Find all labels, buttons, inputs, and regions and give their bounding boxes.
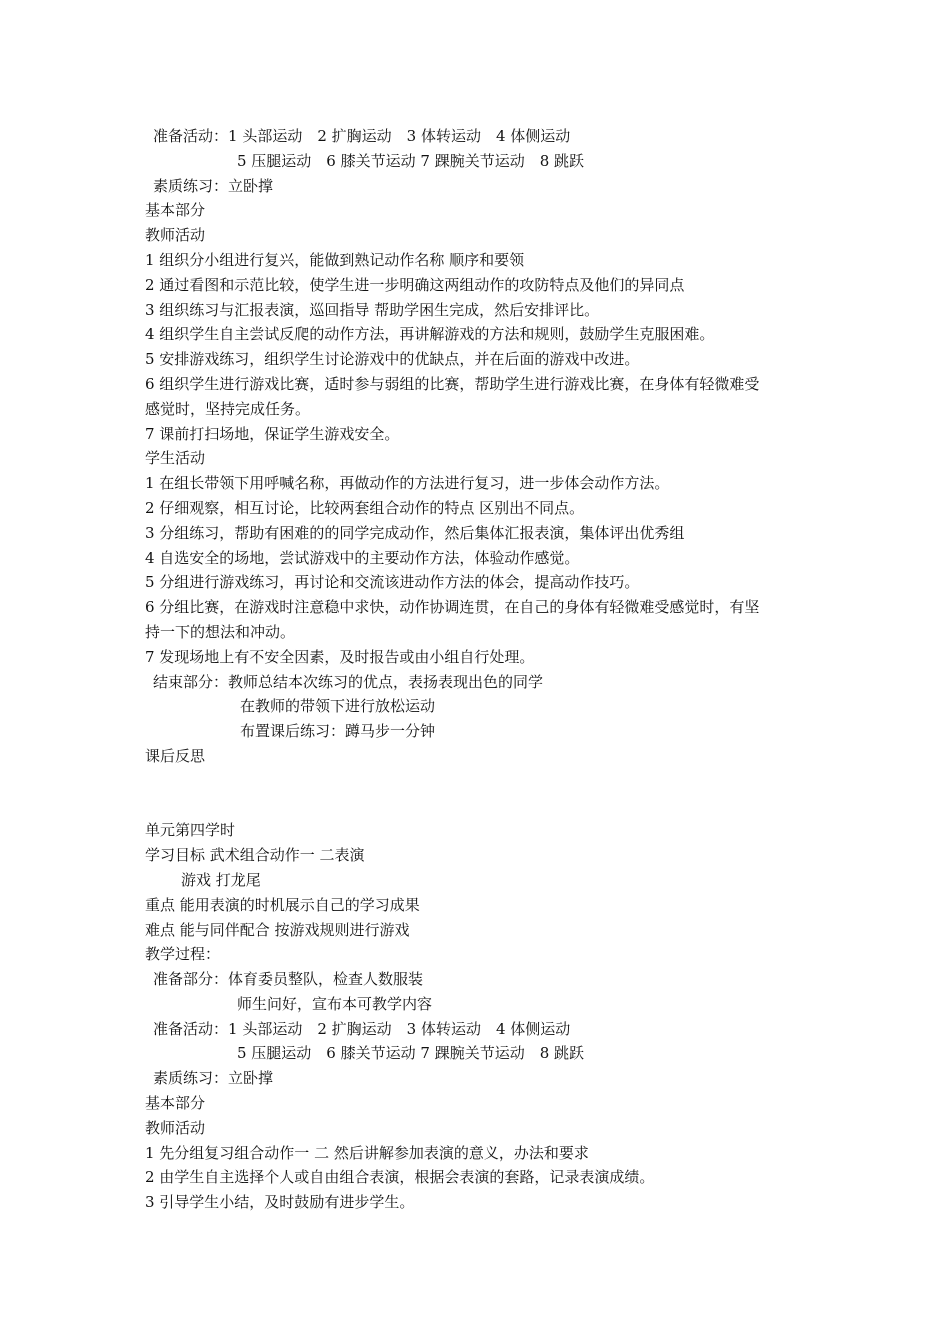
prep-activity-line-2: 5 压腿运动 6 膝关节运动 7 踝腕关节运动 8 跳跃 bbox=[237, 151, 585, 170]
prep-activity-line-1 bbox=[145, 124, 825, 149]
teacher-item-3: 3 组织练习与汇报表演，巡回指导 帮助学困生完成，然后安排评比。 bbox=[145, 300, 600, 319]
teacher-item-1: 1 先分组复习组合动作一 二 然后讲解参加表演的意义，办法和要求 bbox=[145, 1143, 589, 1162]
teacher-item-6: 6 组织学生进行游戏比赛，适时参与弱组的比赛，帮助学生进行游戏比赛，在身体有轻微难受 bbox=[145, 374, 760, 393]
student-item-3: 3 分组练习，帮助有困难的的同学完成动作，然后集体汇报表演，集体评出优秀组 bbox=[145, 523, 685, 542]
learning-goal-line-2: 游戏 打龙尾 bbox=[181, 870, 261, 889]
basic-part-heading: 基本部分 bbox=[145, 201, 206, 220]
prep-activity-line-1 bbox=[145, 1017, 825, 1042]
student-item-4: 4 自选安全的场地，尝试游戏中的主要动作方法，体验动作感觉。 bbox=[145, 548, 580, 567]
student-item-2: 2 仔细观察，相互讨论，比较两套组合动作的特点 区别出不同点。 bbox=[145, 498, 585, 517]
quality-practice: 素质练习：立卧撑 bbox=[153, 176, 274, 195]
teacher-item-1: 1 组织分小组进行复兴，能做到熟记动作名称 顺序和要领 bbox=[145, 250, 525, 269]
student-item-5: 5 分组进行游戏练习，再讨论和交流该进动作方法的体会，提高动作技巧。 bbox=[145, 573, 640, 592]
unit-title: 单元第四学时 bbox=[145, 821, 236, 840]
student-item-7: 7 发现场地上有不安全因素，及时报告或由小组自行处理。 bbox=[145, 647, 535, 666]
after-class-reflection: 课后反思 bbox=[145, 746, 206, 765]
document-page bbox=[145, 124, 825, 1215]
teacher-item-3: 3 引导学生小结，及时鼓励有进步学生。 bbox=[145, 1193, 415, 1212]
teacher-item-4: 4 组织学生自主尝试反爬的动作方法，再讲解游戏的方法和规则，鼓励学生克服困难。 bbox=[145, 325, 715, 344]
student-item-1: 1 在组长带领下用呼喊名称，再做动作的方法进行复习，进一步体会动作方法。 bbox=[145, 474, 670, 493]
teacher-item-5: 5 安排游戏练习，组织学生讨论游戏中的优缺点，并在后面的游戏中改进。 bbox=[145, 350, 640, 369]
difficulty-point: 难点 能与同伴配合 按游戏规则进行游戏 bbox=[145, 920, 410, 939]
teacher-item-2: 2 由学生自主选择个人或自由组合表演，根据会表演的套路，记录表演成绩。 bbox=[145, 1168, 655, 1187]
teacher-item-6-cont: 感觉时，坚持完成任务。 bbox=[145, 399, 311, 418]
teacher-item-2: 2 通过看图和示范比较，使学生进一步明确这两组动作的攻防特点及他们的异同点 bbox=[145, 275, 685, 294]
student-item-6: 6 分组比赛，在游戏时注意稳中求快，动作协调连贯，在自己的身体有轻微难受感觉时，有坚 bbox=[145, 598, 760, 617]
ending-line-2: 在教师的带领下进行放松运动 bbox=[240, 697, 436, 716]
prep-part-line-1: 准备部分：体育委员整队，检查人数服装 bbox=[153, 970, 424, 989]
section-spacer bbox=[145, 769, 825, 819]
ending-line-1: 结束部分：教师总结本次练习的优点，表扬表现出色的同学 bbox=[153, 672, 544, 691]
learning-goal-line-1: 学习目标 武术组合动作一 二表演 bbox=[145, 846, 365, 865]
teacher-activity-heading: 教师活动 bbox=[145, 1118, 206, 1137]
prep-activity-items-1: 1 头部运动 2 扩胸运动 3 体转运动 4 体侧运动 bbox=[228, 1019, 571, 1038]
teacher-item-7: 7 课前打扫场地，保证学生游戏安全。 bbox=[145, 424, 400, 443]
prep-activity-label: 准备活动： bbox=[153, 1019, 229, 1038]
prep-activity-line-2: 5 压腿运动 6 膝关节运动 7 踝腕关节运动 8 跳跃 bbox=[237, 1044, 585, 1063]
ending-line-3: 布置课后练习：蹲马步一分钟 bbox=[240, 722, 436, 741]
prep-part-line-2: 师生问好，宣布本可教学内容 bbox=[237, 994, 433, 1013]
student-item-6-cont: 持一下的想法和冲动。 bbox=[145, 622, 296, 641]
teacher-activity-heading: 教师活动 bbox=[145, 226, 206, 245]
prep-activity-items-1: 1 头部运动 2 扩胸运动 3 体转运动 4 体侧运动 bbox=[228, 127, 571, 145]
teaching-process-heading: 教学过程： bbox=[145, 945, 221, 964]
student-activity-heading: 学生活动 bbox=[145, 449, 206, 468]
key-point: 重点 能用表演的时机展示自己的学习成果 bbox=[145, 895, 420, 914]
basic-part-heading: 基本部分 bbox=[145, 1094, 206, 1113]
quality-practice: 素质练习：立卧撑 bbox=[153, 1069, 274, 1088]
prep-activity-label: 准备活动： bbox=[153, 127, 229, 145]
